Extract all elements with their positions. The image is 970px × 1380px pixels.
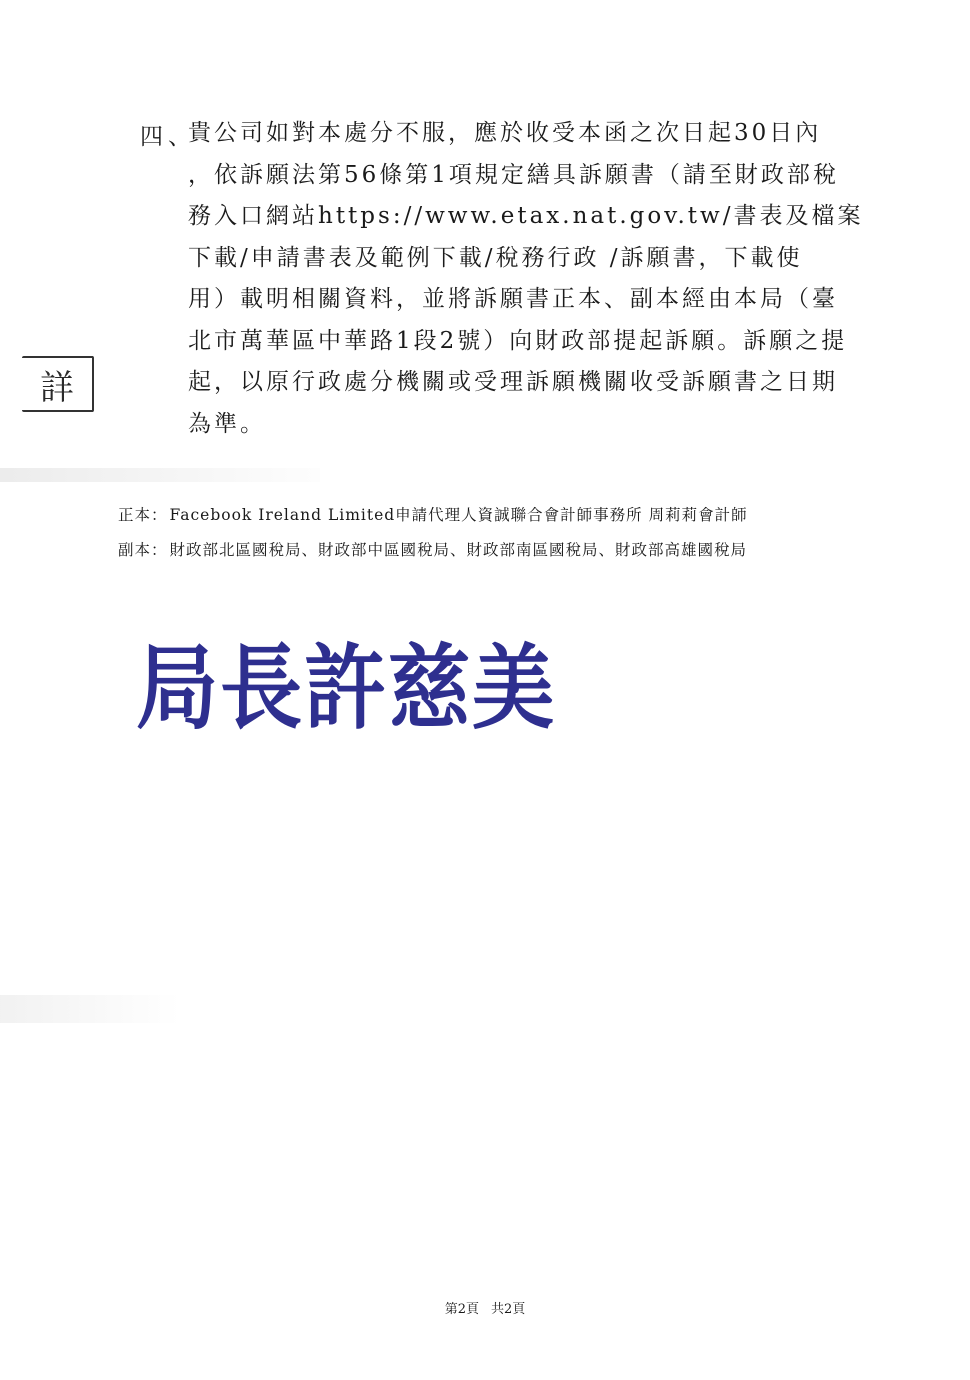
appeal-notice-paragraph bbox=[188, 113, 878, 445]
paragraph-line: 北市萬華區中華路1段2號）向財政部提起訴願。訴願之提 bbox=[188, 327, 848, 354]
paragraph-line: 為準。 bbox=[188, 410, 266, 437]
page-total: 共2頁 bbox=[491, 1302, 526, 1317]
original-recipient-line bbox=[118, 503, 748, 525]
page-footer bbox=[0, 1298, 970, 1317]
page-number: 第2頁 bbox=[444, 1302, 479, 1317]
item-number: 四、 bbox=[140, 124, 196, 150]
paragraph-line: 務入口網站https://www.etax.nat.gov.tw/書表及檔案 bbox=[188, 203, 864, 229]
original-recipient-label: 正本： bbox=[118, 506, 168, 524]
paragraph-line: 下載/申請書表及範例下載/稅務行政 /訴願書，下載使 bbox=[188, 244, 803, 271]
scan-artifact bbox=[0, 468, 320, 482]
scan-artifact bbox=[0, 995, 180, 1023]
director-signature-stamp bbox=[132, 612, 562, 752]
paragraph-line: 用）載明相關資料，並將訴願書正本、副本經由本局（臺 bbox=[188, 286, 838, 312]
copy-recipient-line bbox=[118, 538, 747, 560]
signature-text: 局長許慈美 bbox=[136, 634, 556, 742]
copy-recipient: 財政部北區國稅局、財政部中區國稅局、財政部南區國稅局、財政部高雄國稅局 bbox=[169, 541, 748, 559]
paragraph-line: ，依訴願法第56條第1項規定繕具訴願書（請至財政部稅 bbox=[188, 161, 839, 188]
binding-stamp: 詳 bbox=[22, 356, 94, 412]
paragraph-line: 貴公司如對本處分不服，應於收受本函之次日起30日內 bbox=[188, 120, 822, 146]
original-recipient: Facebook Ireland Limited申請代理人資誠聯合會計師事務所 周莉莉會計師 bbox=[169, 506, 748, 524]
copy-recipient-label: 副本： bbox=[118, 541, 168, 559]
paragraph-line: 起，以原行政處分機關或受理訴願機關收受訴願書之日期 bbox=[188, 369, 838, 395]
